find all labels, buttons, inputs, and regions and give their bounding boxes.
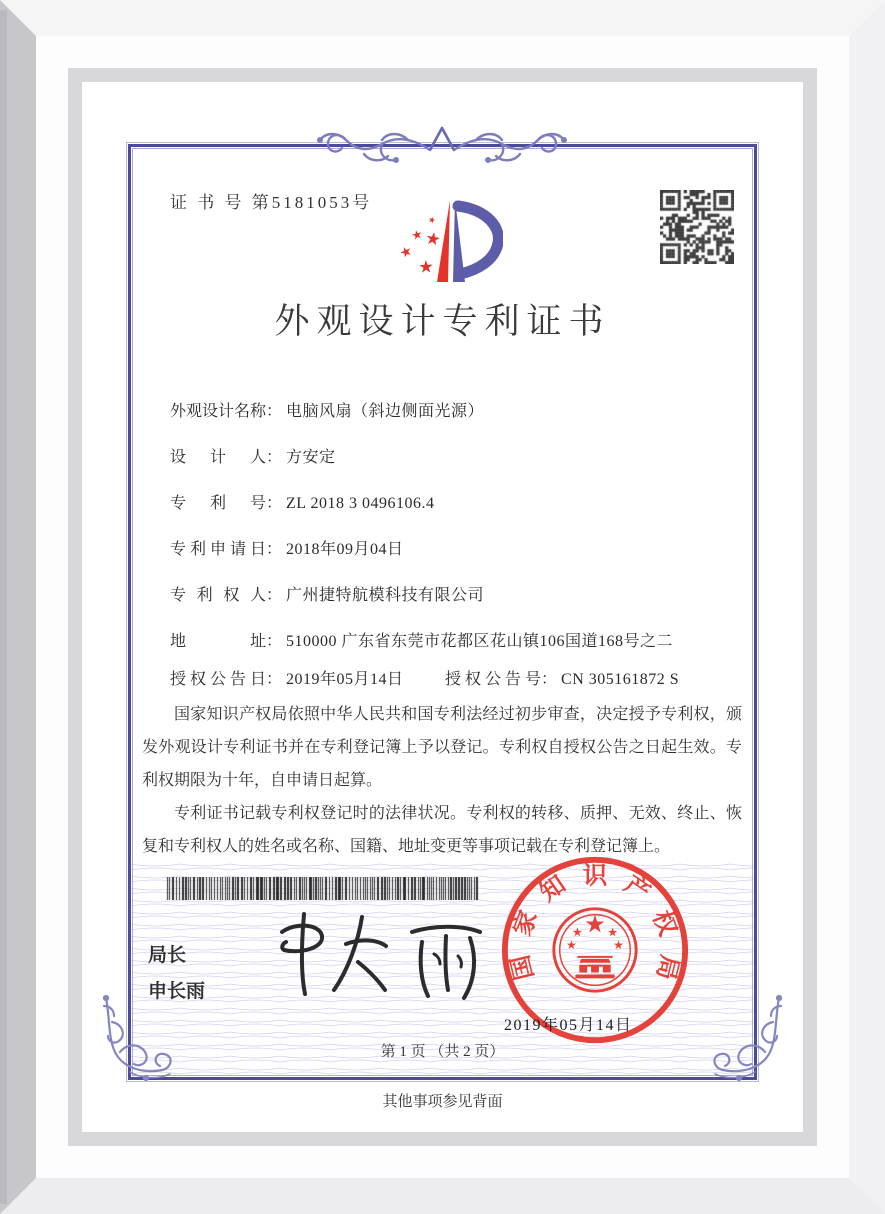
field-value: 电脑风扇（斜边侧面光源） — [286, 403, 485, 420]
page-footer: 第 1 页 （共 2 页） — [380, 1044, 505, 1060]
frame-left-shadow — [0, 10, 7, 1204]
grant-row — [170, 666, 770, 689]
certificate-number: 证 书 号 第5181053号 — [170, 193, 373, 212]
paragraph: 专利证书记载专利权登记时的法律状况。专利权的转移、质押、无效、终止、恢复和专利权人的姓名或名称、国籍、地址变更等事项记载在专利登记簿上。 — [142, 805, 742, 855]
field-value: 510000 广东省东莞市花都区花山镇106国道168号之二 — [286, 633, 674, 650]
cnipa-logo-icon — [388, 194, 503, 284]
signer-title: 局长 — [148, 945, 187, 966]
qr-code — [660, 190, 734, 264]
certificate-paper — [82, 82, 803, 1132]
field-value: ZL 2018 3 0496106.4 — [286, 495, 435, 512]
field-label: 设计人 — [170, 449, 266, 466]
certificate-title: 外观设计专利证书 — [274, 302, 611, 341]
seal-date: 2019年05月14日 — [504, 1017, 633, 1034]
field-design-name: 外观设计名称： 电脑风扇（斜边侧面光源） — [170, 398, 484, 421]
svg-text:国家知识产权局: 国家知识产权局 — [506, 862, 684, 983]
field-value: 广州捷特航模科技有限公司 — [286, 587, 485, 604]
grant-date: 授权公告日： 2019年05月14日 — [170, 671, 404, 688]
back-note: 其他事项参见背面 — [382, 1094, 503, 1110]
field-patent-number: 专利号： ZL 2018 3 0496106.4 — [170, 490, 434, 513]
field-label: 专利权人 — [170, 587, 266, 604]
corner-flourish — [697, 992, 789, 1084]
field-value: 2018年09月04日 — [286, 541, 404, 558]
signer-name: 申长雨 — [148, 981, 206, 1002]
field-address: 地址： 510000 广东省东莞市花都区花山镇106国道168号之二 — [170, 628, 673, 651]
field-filing-date: 专利申请日： 2018年09月04日 — [170, 536, 404, 559]
barcode — [165, 877, 483, 900]
grant-number: 授权公告号： CN 305161872 S — [445, 671, 680, 688]
legal-text — [142, 698, 742, 863]
field-label: 外观设计名称 — [170, 403, 267, 420]
field-label: 专利申请日 — [170, 541, 266, 558]
paragraph: 国家知识产权局依照中华人民共和国专利法经过初步审查，决定授予专利权，颁发外观设计专利证书并在专利登记簿上予以登记。专利权自授权公告之日起生效。专利权期限为十年，自申请日起算。 — [142, 706, 742, 789]
field-value: 方安定 — [286, 449, 336, 466]
field-label: 专利号 — [170, 495, 266, 512]
corner-flourish — [96, 992, 188, 1084]
director-signature — [262, 902, 492, 1002]
national-emblem-icon — [554, 909, 636, 991]
dragon-ornament — [312, 110, 572, 178]
field-patentee: 专利权人： 广州捷特航模科技有限公司 — [170, 582, 484, 605]
field-designer: 设计人： 方安定 — [170, 444, 336, 467]
field-label: 地址 — [170, 633, 266, 650]
